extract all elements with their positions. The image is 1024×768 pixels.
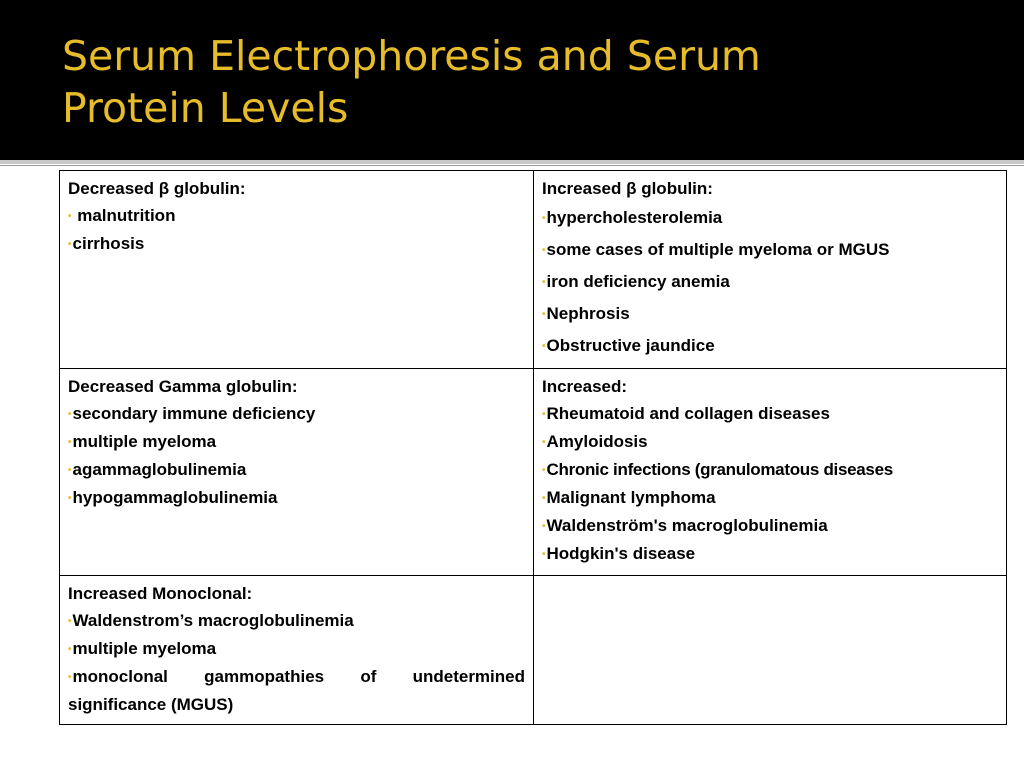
list-item [68,635,525,663]
bullet-icon: • [68,239,72,250]
table-row [60,576,1007,725]
list-item [68,230,525,258]
bullet-icon: • [68,644,72,655]
list-item-text: hypercholesterolemia [546,208,723,227]
list-item-text: Chronic infections (granulomatous diseases [546,460,893,479]
list-item [542,456,998,484]
cell-heading: Increased β globulin: [542,179,713,198]
list-item-text: malnutrition [72,206,176,225]
list-item-text: Nephrosis [546,304,630,323]
table-row [60,171,1007,369]
list-item-text: cirrhosis [72,234,145,253]
bullet-icon: • [542,465,546,476]
bullet-list [68,202,525,258]
bullet-list [542,400,998,568]
list-item-text: agammaglobulinemia [72,460,247,479]
bullet-icon: • [542,549,546,560]
list-item [542,234,998,266]
list-item [68,663,525,718]
bullet-icon: • [68,211,72,222]
bullet-icon: • [68,437,72,448]
table-cell [534,171,1007,369]
list-item-text: monoclonal gammopathies of undetermined significance (MGUS) [68,667,525,714]
list-item [542,298,998,330]
bullet-icon: • [542,309,546,320]
list-item-text: Rheumatoid and collagen diseases [546,404,830,423]
list-item [542,428,998,456]
list-item [68,428,525,456]
list-item [542,266,998,298]
table-cell [60,369,534,576]
bullet-icon: • [68,616,72,627]
cell-heading: Increased: [542,377,628,396]
bullet-icon: • [542,521,546,532]
list-item [68,607,525,635]
slide-title [62,30,761,134]
list-item [68,484,525,512]
cell-heading: Increased Monoclonal: [68,584,253,603]
list-item-text: Malignant lymphoma [546,488,716,507]
title-band [0,0,1024,160]
bullet-icon: • [68,672,72,683]
list-item-text: hypogammaglobulinemia [72,488,278,507]
bullet-icon: • [542,493,546,504]
list-item [68,202,525,230]
title-divider-thick [0,160,1024,164]
list-item [542,400,998,428]
list-item-text: Amyloidosis [546,432,648,451]
bullet-icon: • [542,409,546,420]
bullet-icon: • [68,493,72,504]
list-item [542,512,998,540]
list-item-text: Obstructive jaundice [546,336,715,355]
list-item [542,330,998,362]
bullet-icon: • [542,277,546,288]
list-item [542,484,998,512]
list-item-text: Hodgkin's disease [546,544,696,563]
title-divider-thin [0,165,1024,166]
list-item [68,456,525,484]
list-item-text: some cases of multiple myeloma or MGUS [546,240,890,259]
slide-title-line-1: Serum Electrophoresis and Serum [62,32,761,80]
bullet-icon: • [68,409,72,420]
bullet-icon: • [542,437,546,448]
bullet-list [68,400,525,512]
table-cell [534,369,1007,576]
list-item-text: multiple myeloma [72,432,217,451]
list-item-text: Waldenstrom’s macroglobulinemia [72,611,354,630]
table-row [60,369,1007,576]
bullet-icon: • [542,213,546,224]
list-item-text: multiple myeloma [72,639,217,658]
list-item [542,540,998,568]
list-item-text: secondary immune deficiency [72,404,316,423]
table-cell-empty [534,576,1007,725]
table-cell [60,171,534,369]
list-item [68,400,525,428]
bullet-list [68,607,525,718]
protein-levels-table [59,170,1007,725]
bullet-icon: • [68,465,72,476]
bullet-list [542,202,998,362]
list-item-text: Waldenström's macroglobulinemia [546,516,828,535]
bullet-icon: • [542,245,546,256]
cell-heading: Decreased β globulin: [68,179,246,198]
cell-heading: Decreased Gamma globulin: [68,377,298,396]
list-item [542,202,998,234]
bullet-icon: • [542,341,546,352]
list-item-text: iron deficiency anemia [546,272,730,291]
table-cell [60,576,534,725]
slide-title-line-2: Protein Levels [62,84,349,132]
